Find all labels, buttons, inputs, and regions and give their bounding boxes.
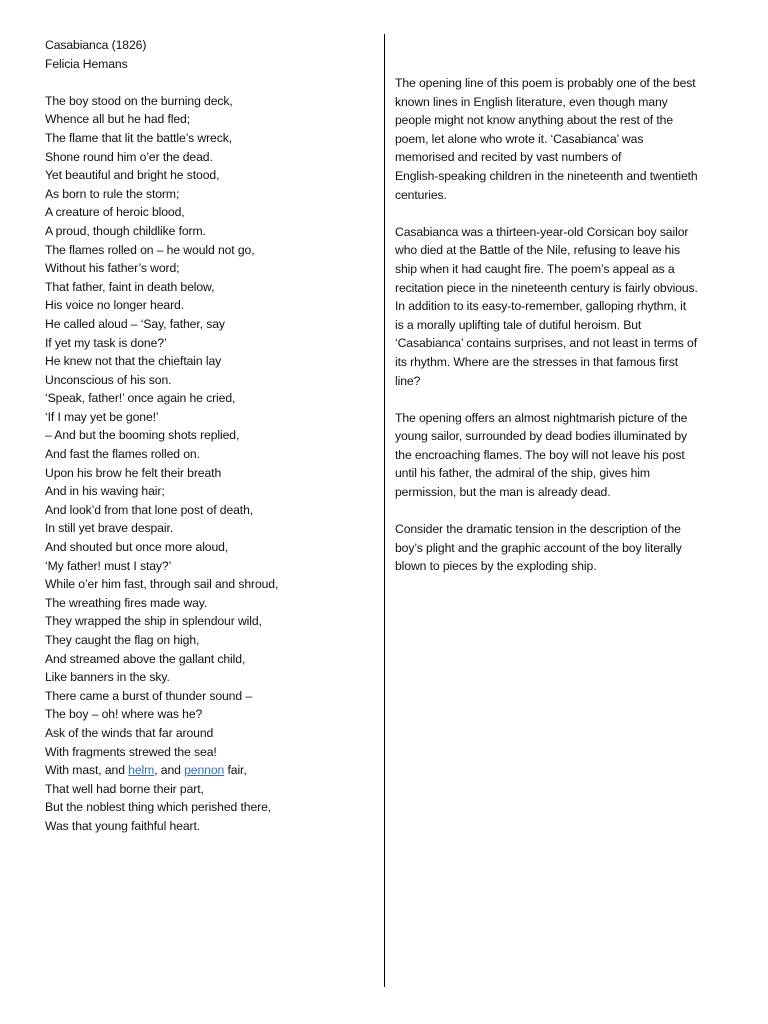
commentary-line: who died at the Battle of the Nile, refusing to leave his [395, 243, 680, 258]
poem-line: That father, faint in death below, [45, 279, 215, 294]
poem-line: And streamed above the gallant child, [45, 651, 246, 666]
poem-line: Ask of the winds that far around [45, 725, 214, 740]
poem-line: They caught the flag on high, [45, 633, 200, 647]
poem-line: And fast the flames rolled on. [45, 447, 200, 462]
poem-column [45, 36, 365, 836]
poem-line: – And but the booming shots replied, [45, 428, 240, 443]
poem-line: If yet my task is done?’ [45, 335, 167, 350]
poem-line: With fragments strewed the sea! [45, 744, 217, 759]
poem-line: The wreathing fires made way. [45, 595, 208, 610]
commentary-line: line? [395, 373, 421, 388]
commentary-line: poem, let alone who wrote it. ‘Casabianca’ was [395, 131, 644, 146]
commentary-line: memorised and recited by vast numbers of [395, 150, 622, 165]
poem-line: He knew not that the chieftain lay [45, 354, 222, 369]
commentary-line: The opening offers an almost nightmarish picture of the [395, 410, 688, 425]
commentary-paragraph [395, 409, 735, 502]
poem-line: And in his waving hair; [45, 484, 165, 499]
pennon-link[interactable]: pennon [184, 763, 225, 778]
commentary-line: Casabianca was a thirteen-year-old Corsican boy sailor [395, 224, 689, 239]
poem-line: His voice no longer heard. [45, 298, 184, 313]
poem-line: He called aloud – ‘Say, father, say [45, 316, 225, 331]
poem-line: Like banners in the sky. [45, 670, 170, 685]
poem-line: The flame that lit the battle’s wreck, [45, 130, 232, 145]
commentary-line: The opening line of this poem is probably one of the best [395, 76, 696, 90]
poem-line-links [45, 761, 365, 780]
commentary-column [395, 74, 735, 595]
poem-line: Without his father’s word; [45, 261, 180, 276]
commentary-line: the encroaching flames. The boy will not leave his post [395, 447, 685, 462]
commentary-line: Consider the dramatic tension in the description of the [395, 522, 681, 537]
commentary-paragraph [395, 74, 735, 204]
commentary-line: English-speaking children in the nineteenth and twentieth [395, 168, 698, 183]
commentary-line: is a morally uplifting tale of dutiful heroism. But [395, 317, 642, 332]
poem-line: ‘Speak, father!’ once again he cried, [45, 391, 236, 406]
poem-line: A proud, though childlike form. [45, 223, 206, 238]
poem-line: Shone round him o’er the dead. [45, 149, 213, 164]
commentary-line: its rhythm. Where are the stresses in that famous first [395, 354, 679, 369]
commentary-line: centuries. [395, 187, 447, 202]
poem-line: That well had borne their part, [45, 781, 204, 796]
poem-line: There came a burst of thunder sound – [45, 688, 252, 703]
commentary-paragraph [395, 223, 735, 390]
poem-line: The flames rolled on – he would not go, [45, 242, 255, 257]
poem-line: Upon his brow he felt their breath [45, 465, 222, 480]
commentary-line: young sailor, surrounded by dead bodies illuminated by [395, 429, 688, 444]
commentary-line: In addition to its easy-to-remember, galloping rhythm, it [395, 299, 687, 314]
poem-line: Yet beautiful and bright he stood, [45, 168, 220, 183]
commentary-line: ‘Casabianca’ contains surprises, and not least in terms of [395, 336, 697, 351]
poem-line: The boy stood on the burning deck, [45, 93, 233, 108]
poem-line: A creature of heroic blood, [45, 205, 185, 220]
column-divider [384, 34, 385, 987]
link-line-pre: With mast, and [45, 763, 129, 778]
poem-line: In still yet brave despair. [45, 521, 174, 536]
poem-line: ‘My father! must I stay?’ [45, 558, 172, 573]
commentary-line: permission, but the man is already dead. [395, 485, 611, 500]
poem-line: Was that young faithful heart. [45, 818, 201, 833]
commentary-line: blown to pieces by the exploding ship. [395, 559, 597, 574]
link-line-mid: , and [154, 763, 185, 778]
poem-line: ‘If I may yet be gone!’ [45, 409, 159, 424]
poem-line: The boy – oh! where was he? [45, 707, 203, 722]
poem-line: Unconscious of his son. [45, 372, 172, 387]
poem-body [45, 92, 365, 836]
poem-line: Whence all but he had fled; [45, 112, 191, 127]
poem-line: And look’d from that lone post of death, [45, 502, 254, 517]
commentary-line: recitation piece in the nineteenth century is fairly obvious. [395, 280, 698, 295]
commentary-line: known lines in English literature, even though many [395, 94, 668, 109]
helm-link[interactable]: helm [128, 763, 155, 778]
poem-line: And shouted but once more aloud, [45, 540, 229, 555]
commentary-line: people might not know anything about the rest of the [395, 113, 674, 128]
poem-line: While o’er him fast, through sail and shroud, [45, 577, 279, 592]
commentary-paragraph [395, 520, 735, 576]
poem-line: As born to rule the storm; [45, 186, 180, 201]
poem-title: Casabianca (1826) [45, 38, 147, 52]
poem-line: They wrapped the ship in splendour wild, [45, 614, 262, 629]
commentary-line: until his father, the admiral of the ship, gives him [395, 466, 650, 481]
link-line-post: fair, [224, 763, 247, 778]
commentary-line: ship when it had caught fire. The poem’s appeal as a [395, 261, 675, 276]
poem-author: Felicia Hemans [45, 56, 128, 71]
commentary-line: boy’s plight and the graphic account of the boy literally [395, 540, 682, 555]
poem-line: But the noblest thing which perished there, [45, 800, 272, 815]
